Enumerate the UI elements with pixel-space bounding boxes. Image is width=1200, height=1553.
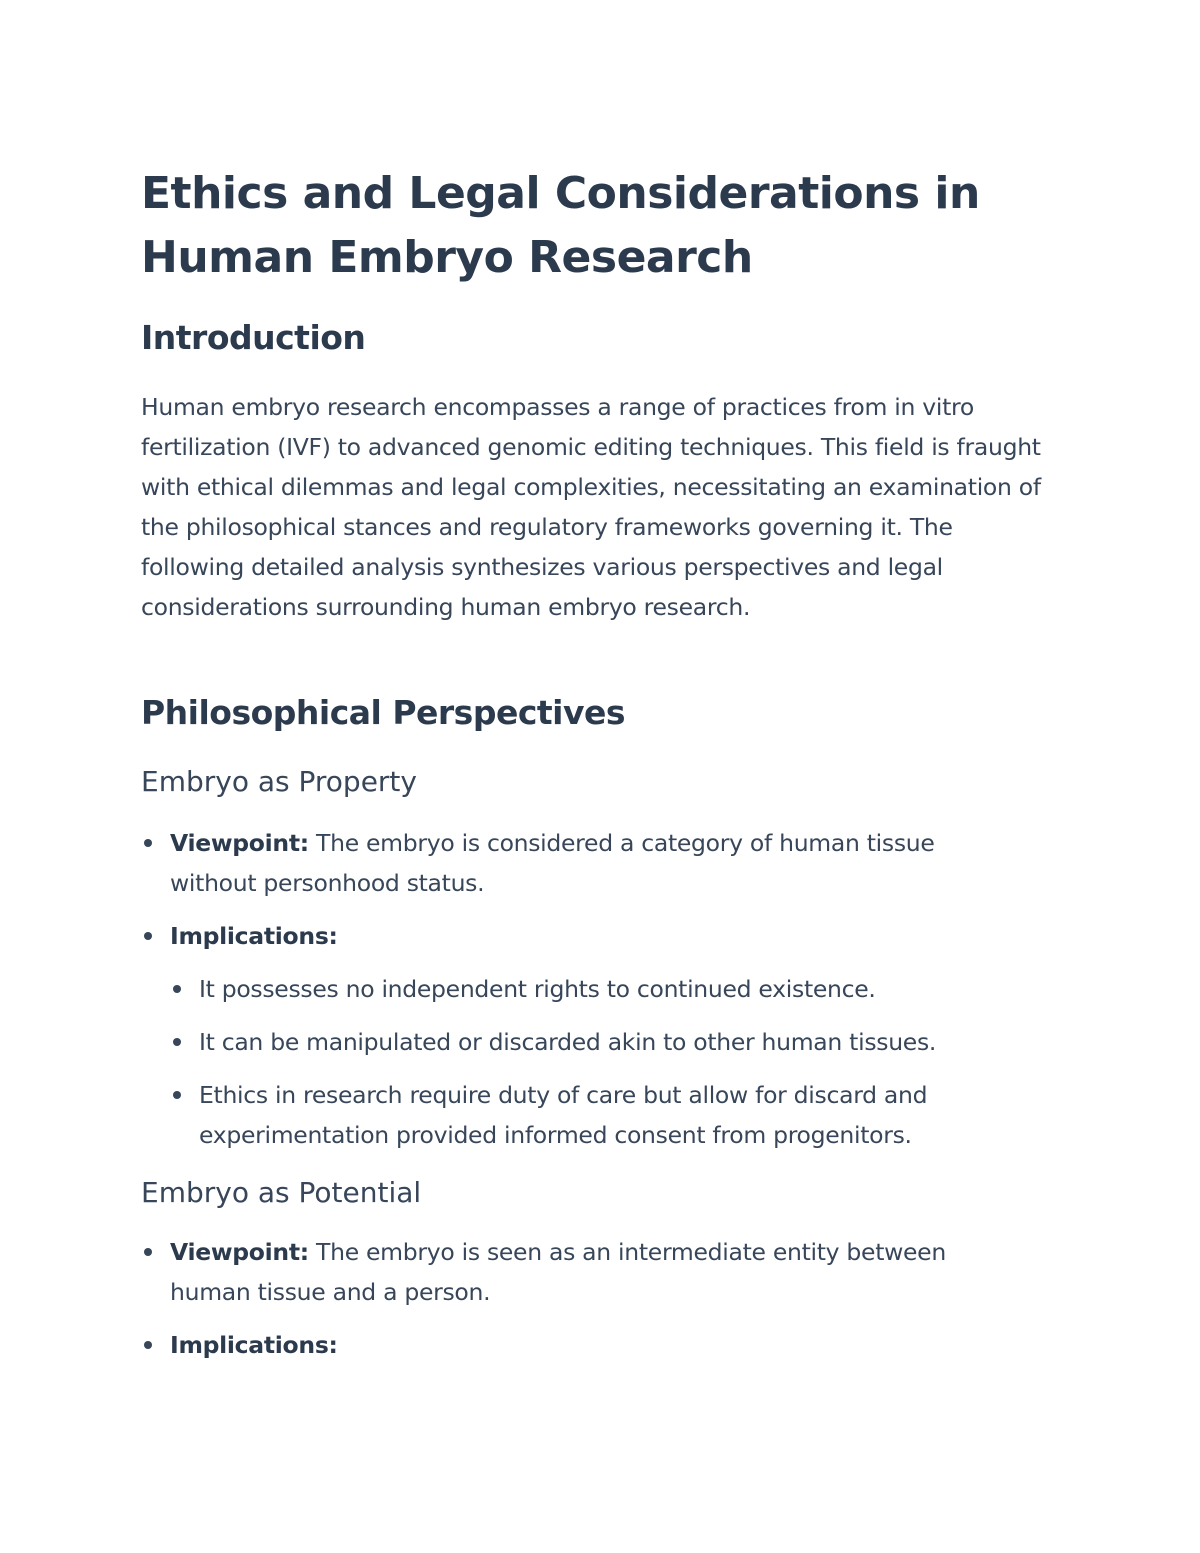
list-item <box>170 969 1021 1009</box>
list-item <box>141 1325 1021 1365</box>
viewpoint-text: The embryo is seen as an intermediate entity between human tissue and a person. <box>170 1238 946 1306</box>
list-item <box>141 916 1021 1155</box>
list-item <box>141 1232 1021 1312</box>
bullet-icon <box>144 839 152 847</box>
viewpoint-label: Viewpoint: <box>170 1238 309 1266</box>
introduction-heading: Introduction <box>141 318 366 357</box>
list-item <box>141 823 1021 903</box>
list-item <box>170 1075 1021 1155</box>
embryo-as-property-heading: Embryo as Property <box>141 765 417 798</box>
implication-text: It can be manipulated or discarded akin to other human tissues. <box>199 1028 937 1056</box>
bullet-icon <box>144 932 152 940</box>
philosophical-perspectives-heading: Philosophical Perspectives <box>141 693 626 732</box>
bullet-icon <box>144 1341 152 1349</box>
property-bullet-list <box>141 823 1021 1168</box>
bullet-icon <box>144 1248 152 1256</box>
implication-text: Ethics in research require duty of care but allow for discard and experimentation provided informed consent from progenitors. <box>199 1081 928 1149</box>
introduction-paragraph: Human embryo research encompasses a range of practices from in vitro fertilization (IVF) to advanced genomic editing techniques. This field is fraught with ethical dilemmas and legal complexities, necessitating an examination of the philosophical stances and regulatory frameworks governing it. The following detailed analysis synthesizes various perspectives and legal considerations surrounding human embryo research. <box>141 393 1041 621</box>
implications-sublist <box>170 969 1021 1155</box>
embryo-as-potential-heading: Embryo as Potential <box>141 1176 422 1209</box>
list-item <box>170 1022 1021 1062</box>
viewpoint-label: Viewpoint: <box>170 829 309 857</box>
implication-text: It possesses no independent rights to continued existence. <box>199 975 876 1003</box>
implications-label: Implications: <box>170 1331 338 1359</box>
viewpoint-text: The embryo is considered a category of human tissue without personhood status. <box>170 829 935 897</box>
document-title: Ethics and Legal Considerations in Human Embryo Research <box>141 168 980 283</box>
bullet-icon <box>173 1038 181 1046</box>
bullet-icon <box>173 1091 181 1099</box>
implications-label: Implications: <box>170 922 338 950</box>
bullet-icon <box>173 985 181 993</box>
potential-bullet-list <box>141 1232 1021 1378</box>
